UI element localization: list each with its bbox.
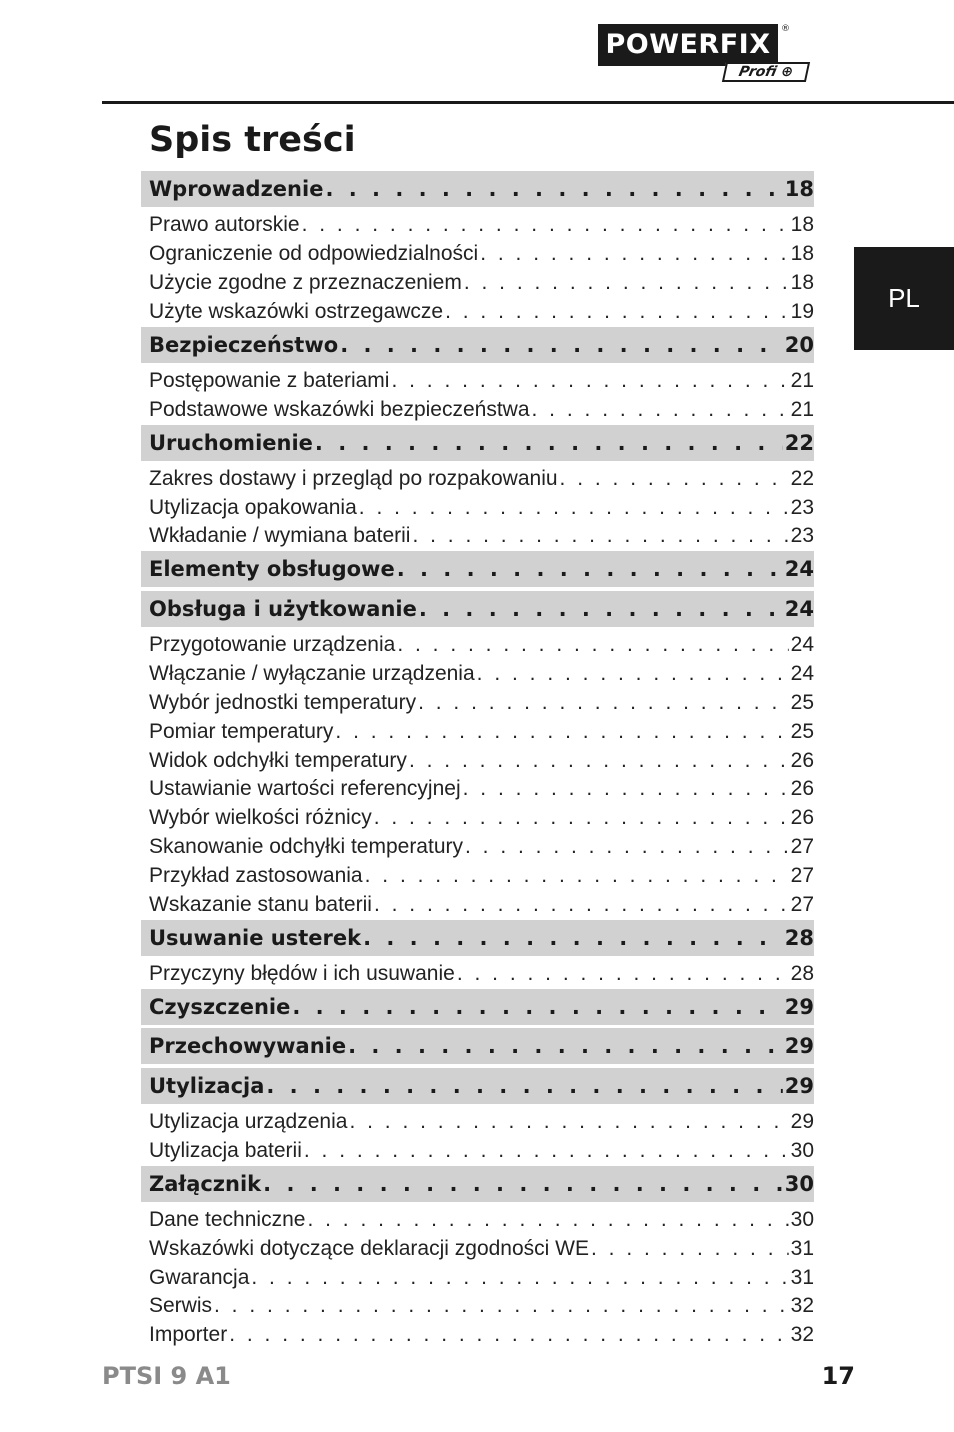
toc-dot-leader (419, 597, 783, 621)
toc-page-number: 19 (790, 299, 814, 323)
registered-mark: ® (781, 24, 790, 34)
toc-entry (141, 464, 814, 493)
toc-dot-leader (266, 1074, 782, 1098)
toc-entry (141, 1320, 814, 1349)
toc-page-number: 23 (790, 523, 814, 547)
toc-dot-leader (445, 300, 789, 324)
toc-dot-leader (412, 524, 788, 548)
toc-dot-leader (374, 893, 789, 917)
toc-entry (141, 659, 814, 688)
toc-entry-title: Ustawianie wartości referencyjnej (149, 776, 461, 800)
toc-entry (141, 521, 814, 550)
toc-entry-title: Wprowadzenie (149, 177, 324, 201)
toc-entry-title: Wybór jednostki temperatury (149, 690, 417, 714)
toc-section-heading (141, 425, 814, 461)
toc-dot-leader (302, 213, 789, 237)
toc-entry (141, 210, 814, 239)
toc-section-heading (141, 1166, 814, 1202)
toc-dot-leader (363, 926, 783, 950)
toc-dot-leader (418, 691, 789, 715)
toc-dot-leader (465, 835, 789, 859)
toc-entry-title: Użycie zgodne z przeznaczeniem (149, 270, 462, 294)
powerfix-logo (598, 24, 810, 84)
logo-wordmark: POWERFIX (598, 24, 778, 66)
toc-entry-title: Uruchomienie (149, 431, 313, 455)
toc-dot-leader (463, 777, 789, 801)
toc-dot-leader (304, 1139, 789, 1163)
toc-entry (141, 1136, 814, 1165)
toc-page-number: 27 (790, 892, 814, 916)
toc-entry-title: Przechowywanie (149, 1034, 347, 1058)
toc-entry-title: Utylizacja opakowania (149, 495, 357, 519)
toc-entry (141, 239, 814, 268)
toc-entry-title: Włączanie / wyłączanie urządzenia (149, 661, 475, 685)
page-title: Spis treści (149, 120, 356, 160)
header-divider (102, 101, 954, 104)
toc-dot-leader (397, 557, 783, 581)
toc-page-number: 26 (790, 748, 814, 772)
toc-entry (141, 774, 814, 803)
toc-page-number: 20 (784, 333, 814, 357)
toc-dot-leader (335, 720, 788, 744)
toc-page-number: 29 (784, 1074, 814, 1098)
toc-entry-title: Gwarancja (149, 1265, 250, 1289)
toc-page-number: 28 (784, 926, 814, 950)
toc-page-number: 24 (790, 661, 814, 685)
toc-entry-title: Wkładanie / wymiana baterii (149, 523, 411, 547)
toc-entry-title: Przyczyny błędów i ich usuwanie (149, 961, 455, 985)
toc-page-number: 27 (790, 834, 814, 858)
toc-page-number: 18 (790, 270, 814, 294)
toc-entry-title: Ograniczenie od odpowiedzialności (149, 241, 479, 265)
toc-entry-title: Postępowanie z bateriami (149, 368, 390, 392)
toc-section-heading (141, 920, 814, 956)
toc-page-number: 24 (784, 557, 814, 581)
language-tab: PL (854, 247, 954, 350)
toc-dot-leader (409, 749, 789, 773)
toc-entry-title: Serwis (149, 1293, 213, 1317)
toc-page-number: 32 (790, 1322, 814, 1346)
toc-page-number: 30 (784, 1172, 814, 1196)
toc-entry (141, 493, 814, 522)
toc-entry-title: Przykład zastosowania (149, 863, 363, 887)
toc-dot-leader (374, 806, 789, 830)
toc-entry-title: Widok odchyłki temperatury (149, 748, 407, 772)
toc-dot-leader (359, 496, 789, 520)
toc-entry-title: Usuwanie usterek (149, 926, 362, 950)
toc-section-heading (141, 591, 814, 627)
toc-section-heading (141, 1028, 814, 1064)
toc-page-number: 28 (790, 961, 814, 985)
toc-entry-title: Obsługa i użytkowanie (149, 597, 417, 621)
toc-entry-title: Podstawowe wskazówki bezpieczeństwa (149, 397, 530, 421)
toc-entry-title: Importer (149, 1322, 228, 1346)
toc-dot-leader (315, 431, 783, 455)
toc-entry (141, 688, 814, 717)
toc-entry (141, 832, 814, 861)
toc-dot-leader (560, 467, 789, 491)
toc-page-number: 26 (790, 805, 814, 829)
toc-entry-title: Skanowanie odchyłki temperatury (149, 834, 463, 858)
toc-dot-leader (214, 1294, 789, 1318)
toc-entry (141, 395, 814, 424)
toc-page-number: 25 (790, 690, 814, 714)
toc-page-number: 29 (790, 1109, 814, 1133)
toc-entry-title: Wybór wielkości różnicy (149, 805, 372, 829)
toc-dot-leader (397, 633, 788, 657)
toc-page-number: 32 (790, 1293, 814, 1317)
toc-dot-leader (464, 271, 789, 295)
toc-entry-title: Wskazówki dotyczące deklaracji zgodności WE (149, 1236, 589, 1260)
toc-entry (141, 1291, 814, 1320)
toc-dot-leader (532, 398, 789, 422)
toc-page-number: 18 (790, 212, 814, 236)
toc-dot-leader (307, 1208, 788, 1232)
toc-entry-title: Utylizacja baterii (149, 1138, 302, 1162)
toc-dot-leader (340, 333, 783, 357)
toc-section-heading (141, 989, 814, 1025)
toc-page-number: 30 (790, 1207, 814, 1231)
toc-entry (141, 803, 814, 832)
toc-dot-leader (365, 864, 789, 888)
toc-page-number: 31 (790, 1236, 814, 1260)
toc-entry (141, 1205, 814, 1234)
toc-page-number: 29 (784, 995, 814, 1019)
toc-entry-title: Użyte wskazówki ostrzegawcze (149, 299, 444, 323)
toc-entry-title: Elementy obsługowe (149, 557, 395, 581)
toc-entry-title: Czyszczenie (149, 995, 291, 1019)
toc-dot-leader (477, 662, 789, 686)
toc-page-number: 22 (784, 431, 814, 455)
toc-page-number: 31 (790, 1265, 814, 1289)
footer-model-number: PTSI 9 A1 (102, 1362, 231, 1390)
toc-page-number: 21 (790, 397, 814, 421)
toc-dot-leader (263, 1172, 783, 1196)
logo-profi-badge: Profi ⊕ (722, 62, 810, 82)
toc-dot-leader (391, 369, 788, 393)
toc-dot-leader (457, 962, 789, 986)
toc-page-number: 21 (790, 368, 814, 392)
toc-page-number: 18 (784, 177, 814, 201)
toc-entry (141, 746, 814, 775)
toc-page-number: 25 (790, 719, 814, 743)
toc-entry (141, 630, 814, 659)
toc-entry (141, 297, 814, 326)
toc-page-number: 26 (790, 776, 814, 800)
toc-entry-title: Utylizacja (149, 1074, 265, 1098)
toc-entry-title: Dane techniczne (149, 1207, 306, 1231)
toc-page-number: 29 (784, 1034, 814, 1058)
toc-dot-leader (292, 995, 782, 1019)
toc-dot-leader (591, 1237, 789, 1261)
toc-entry (141, 1234, 814, 1263)
toc-page-number: 22 (790, 466, 814, 490)
toc-entry-title: Utylizacja urządzenia (149, 1109, 348, 1133)
toc-dot-leader (349, 1110, 788, 1134)
toc-page-number: 24 (790, 632, 814, 656)
toc-section-heading (141, 327, 814, 363)
toc-dot-leader (480, 242, 788, 266)
toc-page-number: 18 (790, 241, 814, 265)
toc-entry (141, 366, 814, 395)
toc-page-number: 24 (784, 597, 814, 621)
toc-entry (141, 268, 814, 297)
toc-section-heading (141, 551, 814, 587)
toc-page-number: 27 (790, 863, 814, 887)
toc-dot-leader (251, 1266, 788, 1290)
toc-entry (141, 1107, 814, 1136)
toc-dot-leader (348, 1034, 783, 1058)
toc-entry (141, 717, 814, 746)
toc-page-number: 23 (790, 495, 814, 519)
toc-entry (141, 959, 814, 988)
footer-page-number: 17 (821, 1362, 855, 1390)
toc-dot-leader (229, 1323, 788, 1347)
toc-entry-title: Wskazanie stanu baterii (149, 892, 372, 916)
toc-dot-leader (325, 177, 782, 201)
toc-entry-title: Zakres dostawy i przegląd po rozpakowaniu (149, 466, 558, 490)
toc-section-heading (141, 171, 814, 207)
toc-page-number: 30 (790, 1138, 814, 1162)
toc-entry (141, 861, 814, 890)
toc-entry-title: Przygotowanie urządzenia (149, 632, 396, 656)
toc-entry (141, 890, 814, 919)
toc-entry-title: Prawo autorskie (149, 212, 300, 236)
toc-entry-title: Pomiar temperatury (149, 719, 334, 743)
toc-entry-title: Bezpieczeństwo (149, 333, 339, 357)
toc-section-heading (141, 1068, 814, 1104)
toc-entry-title: Załącznik (149, 1172, 262, 1196)
toc-entry (141, 1263, 814, 1292)
